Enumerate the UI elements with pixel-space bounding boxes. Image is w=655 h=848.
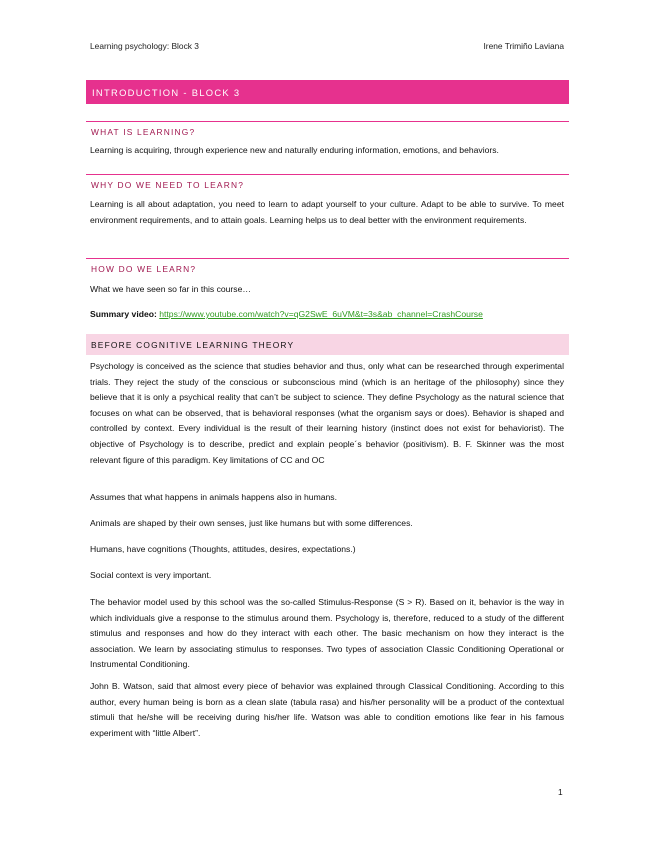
paragraph-why: Learning is all about adaptation, you need to learn to adapt yourself to your culture. Adapt to be able to survive. To meet environment requirements, and to attain goals. Learning helps us to deal better with the environment requirements.: [90, 199, 564, 225]
paragraph-social-context: Social context is very important.: [90, 570, 212, 580]
header-author: Irene Trimiño Laviana: [483, 41, 564, 51]
paragraph-animals-senses: Animals are shaped by their own senses, just like humans but with some differences.: [90, 518, 413, 528]
summary-video-link[interactable]: https://www.youtube.com/watch?v=qG2SwE_6uVM&t=3s&ab_channel=CrashCourse: [159, 309, 483, 319]
page-number: 1: [558, 787, 563, 797]
paragraph-watson: John B. Watson, said that almost every piece of behavior was explained through Classical Conditioning. According to this author, every human being is born as a clean slate (tabula rasa) and his/her personality will be a product of the contextual stimuli that he/she will be receiving during his/her life. Watson was able to condition emotions like fear in his famous experiment with “little Albert”.: [90, 681, 564, 738]
heading-what-is-learning: WHAT IS LEARNING?: [86, 121, 569, 137]
paragraph-animals-humans: Assumes that what happens in animals happens also in humans.: [90, 492, 337, 502]
heading-before-cognitive: BEFORE COGNITIVE LEARNING THEORY: [86, 334, 569, 355]
summary-video-line: [90, 307, 564, 323]
paragraph-how: What we have seen so far in this course…: [90, 284, 251, 294]
paragraph-psychology-definition: Psychology is conceived as the science that studies behavior and thus, only what can be researched through experimental trials. They reject the study of the conscious or subconscious mind (which is an heritage of the philosophy) since they believe that it is only a psychical reality that can’t be subject to science. They define Psychology as the natural science that focuses on what can be observed, that is behavioral responses (what the organism says or does). Behavior is shaped and controlled by context. Every individual is the result of their learning history (instinct does not exist for behaviorist). The objective of Psychology is to describe, predict and explain people´s behavior (positivism). B. F. Skinner was the most relevant figure of this paradigm. Key limitations of CC and OC: [90, 361, 564, 465]
heading-why-learn: WHY DO WE NEED TO LEARN?: [86, 174, 569, 190]
page-header: [90, 41, 564, 51]
paragraph-cognitions: Humans, have cognitions (Thoughts, attitudes, desires, expectations.): [90, 544, 356, 554]
header-course: Learning psychology: Block 3: [90, 41, 199, 51]
summary-video-label: Summary video:: [90, 309, 160, 319]
paragraph-stimulus-response: The behavior model used by this school was the so-called Stimulus-Response (S > R). Based on it, behavior is the way in which individuals give a response to the stimulus around them. Psychology is, therefore, reduced to a study of the different stimulus and responses and how do they interact with each other. The basic mechanism on how they interact is the association. We learn by associating stimulus to responses. Two types of association Classic Conditioning Operational or Instrumental Conditioning.: [90, 597, 564, 670]
heading-how-learn: HOW DO WE LEARN?: [86, 258, 569, 274]
section-banner: INTRODUCTION - BLOCK 3: [86, 80, 569, 104]
paragraph-what: Learning is acquiring, through experience new and naturally enduring information, emotions, and behaviors.: [90, 145, 499, 155]
